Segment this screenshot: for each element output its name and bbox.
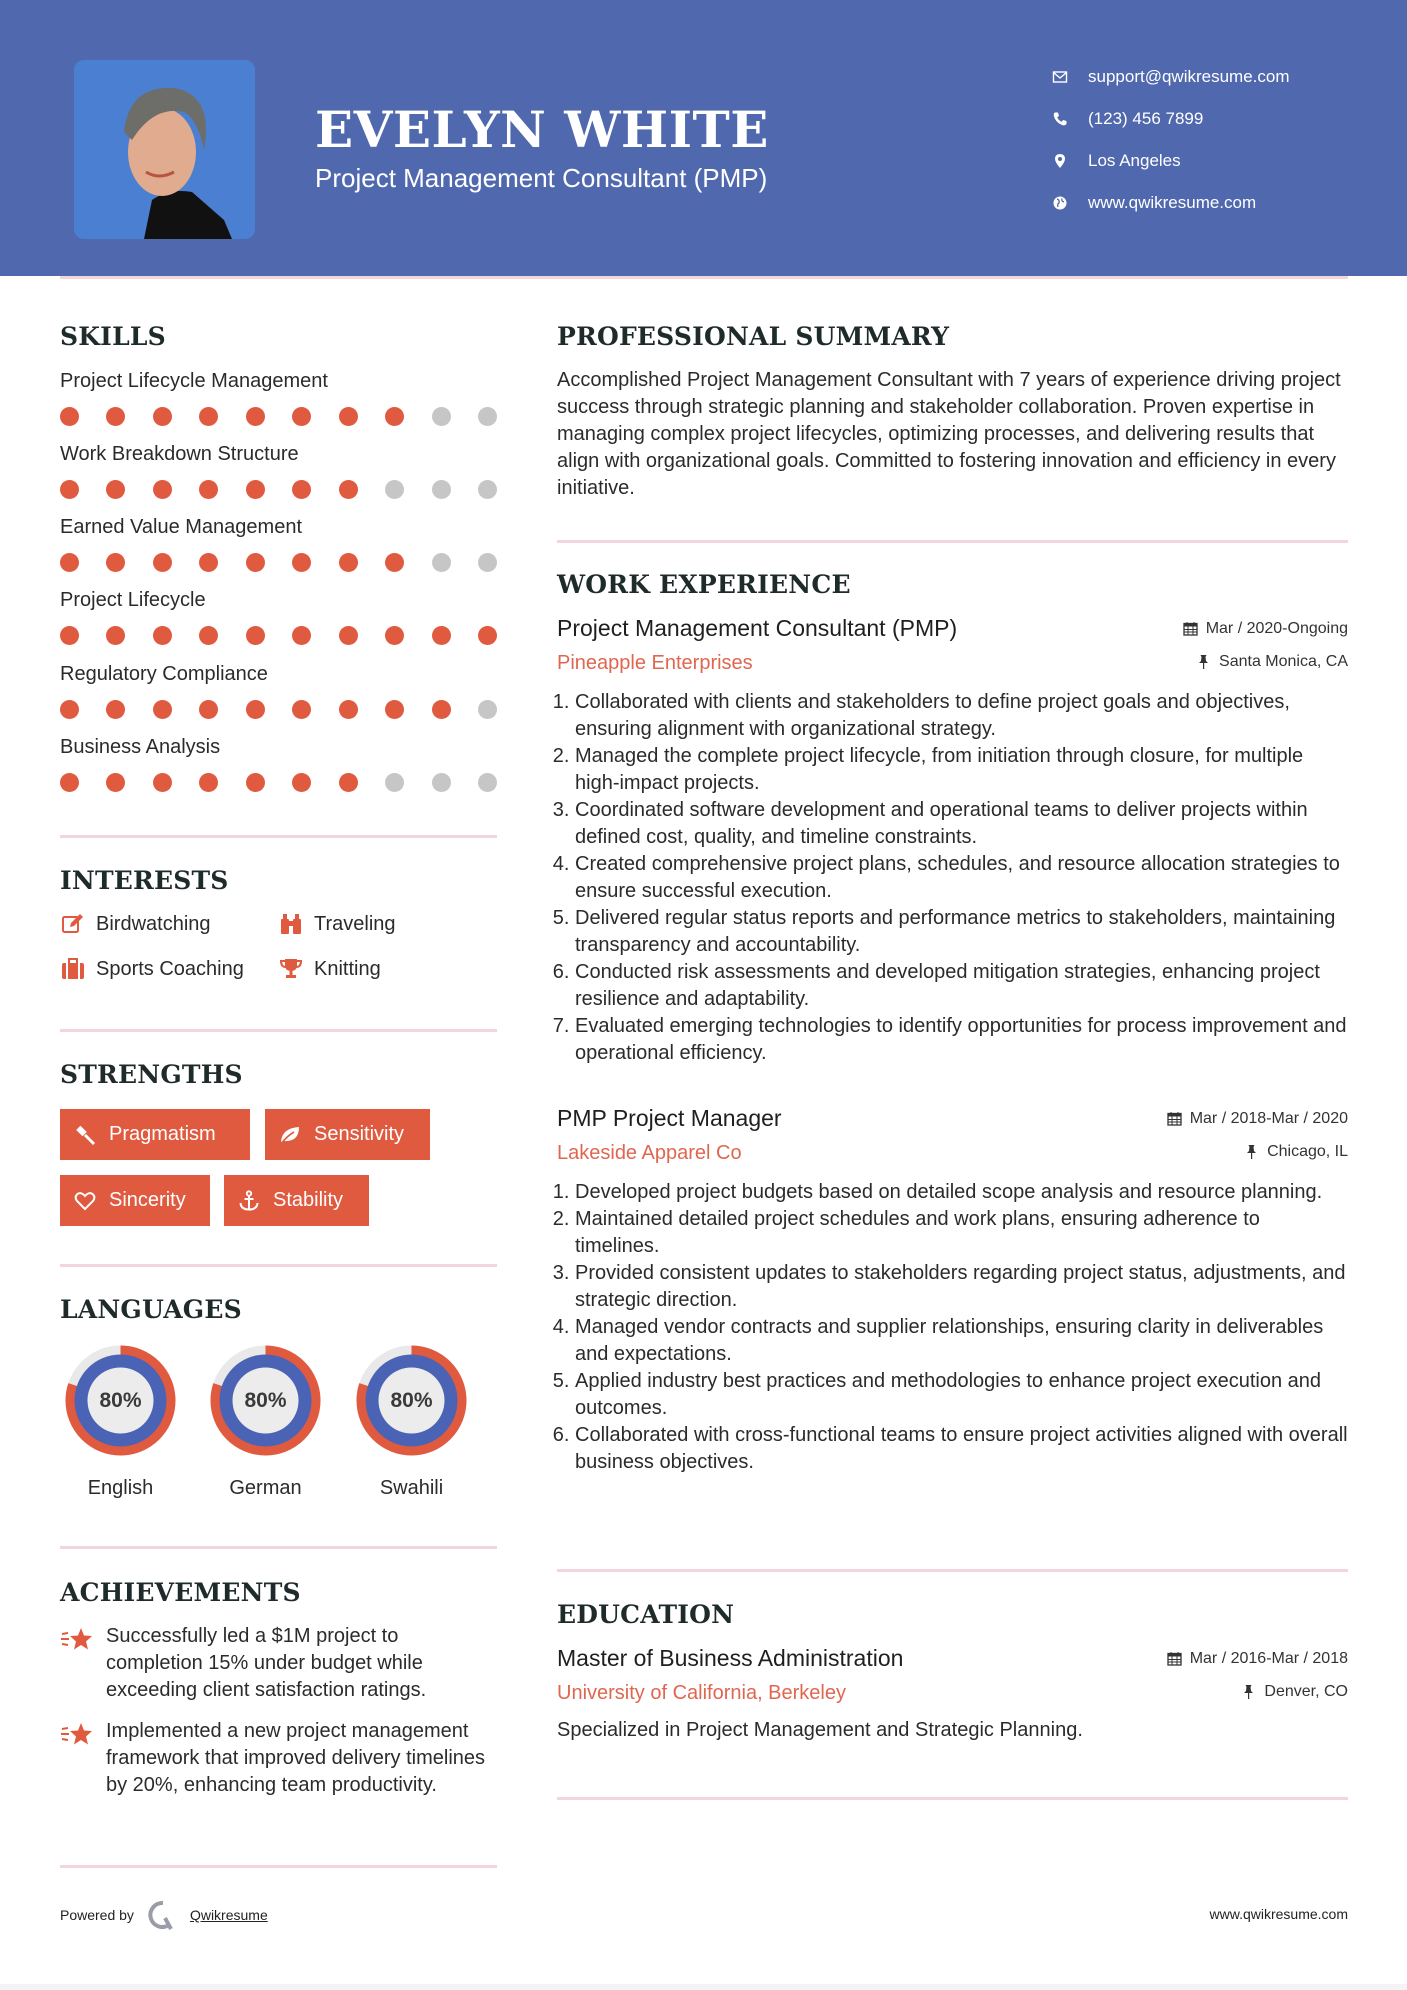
summary-text: Accomplished Project Management Consultant with 7 years of experience driving project success through strategic planning and stakeholder collaboration. Proven expertise in managing complex project lifecycles, optimizing processes, and delivering results that align with organizational goals. Committed to fostering innovation and efficiency in every initiative. bbox=[557, 369, 1341, 499]
education-location-text: Denver, CO bbox=[1264, 1682, 1348, 1700]
rating-dot-empty bbox=[478, 480, 497, 499]
leaf-icon bbox=[278, 1123, 302, 1147]
contact-location bbox=[1050, 140, 1290, 182]
contact-list bbox=[1050, 56, 1290, 224]
rating-dot-empty bbox=[385, 480, 404, 499]
job-location-text: Chicago, IL bbox=[1267, 1142, 1348, 1160]
rating-dot-empty bbox=[432, 773, 451, 792]
page-bottom-edge bbox=[0, 1984, 1407, 1990]
interests-heading: INTERESTS bbox=[60, 866, 229, 895]
language-name: German bbox=[229, 1477, 302, 1499]
education-entry bbox=[557, 1645, 1348, 1744]
section-divider bbox=[60, 835, 497, 838]
rating-dot-filled bbox=[199, 773, 218, 792]
contact-email-text: support@qwikresume.com bbox=[1088, 67, 1290, 86]
achievement-text: Implemented a new project management framework that improved delivery timelines by 20%, enhancing team productivity. bbox=[106, 1720, 486, 1796]
pushpin-icon bbox=[1244, 1144, 1259, 1159]
rating-dot-empty bbox=[432, 480, 451, 499]
rating-dot-filled bbox=[339, 553, 358, 572]
education-dates bbox=[1167, 1650, 1348, 1668]
rating-dot-empty bbox=[478, 700, 497, 719]
job-bullet: 2. Managed the complete project lifecycle, from initiation through closure, for multiple high-impact projects. bbox=[575, 743, 1348, 797]
rating-dot-filled bbox=[292, 773, 311, 792]
rating-dot-empty bbox=[432, 553, 451, 572]
rating-dot-empty bbox=[478, 553, 497, 572]
rating-dot-filled bbox=[385, 553, 404, 572]
section-divider bbox=[60, 1029, 497, 1032]
rating-dot-filled bbox=[246, 626, 265, 645]
rating-dot-filled bbox=[246, 480, 265, 499]
skill-item bbox=[60, 736, 497, 792]
rating-dot-filled bbox=[246, 553, 265, 572]
rating-dot-filled bbox=[246, 407, 265, 426]
rating-dot-filled bbox=[292, 626, 311, 645]
rating-dot-filled bbox=[106, 553, 125, 572]
contact-phone-text: (123) 456 7899 bbox=[1088, 109, 1204, 128]
rating-dot-filled bbox=[199, 407, 218, 426]
footer-website[interactable]: www.qwikresume.com bbox=[1209, 1906, 1348, 1922]
skill-item bbox=[60, 589, 497, 645]
strength-badge bbox=[60, 1175, 210, 1226]
rating-dot-filled bbox=[339, 700, 358, 719]
contact-location-text: Los Angeles bbox=[1088, 151, 1181, 170]
job-dates-text: Mar / 2018-Mar / 2020 bbox=[1189, 1109, 1348, 1127]
rating-dot-filled bbox=[153, 480, 172, 499]
qwikresume-logo-icon bbox=[148, 1900, 178, 1930]
footer-powered-by bbox=[60, 1900, 268, 1930]
skill-name: Earned Value Management bbox=[60, 516, 303, 538]
language-progress-ring bbox=[205, 1340, 326, 1461]
star-icon bbox=[60, 1720, 94, 1750]
section-divider bbox=[557, 540, 1348, 543]
interest-item bbox=[60, 912, 211, 936]
portrait-image bbox=[74, 60, 255, 239]
rating-dot-filled bbox=[199, 480, 218, 499]
job-dates bbox=[1167, 1110, 1348, 1128]
contact-website-text: www.qwikresume.com bbox=[1088, 193, 1257, 212]
job-location bbox=[1196, 653, 1348, 671]
language-percent: 80% bbox=[390, 1389, 433, 1412]
contact-phone[interactable] bbox=[1050, 98, 1290, 140]
strengths-heading: STRENGTHS bbox=[60, 1060, 243, 1089]
skill-item bbox=[60, 443, 497, 499]
rating-dot-filled bbox=[106, 626, 125, 645]
job-location-text: Santa Monica, CA bbox=[1219, 652, 1348, 670]
envelope-icon bbox=[1050, 67, 1070, 87]
globe-icon bbox=[1050, 193, 1070, 213]
strength-label: Sensitivity bbox=[314, 1123, 405, 1145]
skill-name: Work Breakdown Structure bbox=[60, 443, 299, 465]
header-divider bbox=[60, 276, 1348, 279]
language-progress-ring bbox=[351, 1340, 472, 1461]
interest-item bbox=[278, 912, 396, 936]
skill-rating bbox=[60, 480, 497, 499]
school-name: University of California, Berkeley bbox=[557, 1682, 846, 1704]
achievement-item bbox=[60, 1718, 497, 1799]
rating-dot-filled bbox=[60, 773, 79, 792]
skill-rating bbox=[60, 700, 497, 719]
strength-badge bbox=[224, 1175, 369, 1226]
rating-dot-filled bbox=[478, 626, 497, 645]
language-item bbox=[60, 1340, 181, 1500]
job-bullets bbox=[557, 689, 1348, 1067]
strength-label: Stability bbox=[273, 1189, 344, 1211]
rating-dot-filled bbox=[339, 773, 358, 792]
achievement-text: Successfully led a $1M project to completion 15% under budget while exceeding client satisfaction ratings. bbox=[106, 1625, 427, 1701]
job-bullet: 1. Collaborated with clients and stakeholders to define project goals and objectives, ensuring alignment with organizational strategy. bbox=[575, 689, 1348, 743]
contact-email[interactable] bbox=[1050, 56, 1290, 98]
resume-header bbox=[0, 0, 1407, 276]
rating-dot-filled bbox=[339, 407, 358, 426]
strength-badge bbox=[60, 1109, 250, 1160]
job-bullet: 3. Provided consistent updates to stakeholders regarding project status, adjustments, and strategic direction. bbox=[575, 1260, 1348, 1314]
rating-dot-empty bbox=[385, 773, 404, 792]
rating-dot-filled bbox=[106, 407, 125, 426]
pushpin-icon bbox=[1241, 1684, 1256, 1699]
phone-icon bbox=[1050, 109, 1070, 129]
rating-dot-filled bbox=[153, 553, 172, 572]
skill-rating bbox=[60, 773, 497, 792]
rating-dot-filled bbox=[432, 626, 451, 645]
rating-dot-filled bbox=[153, 407, 172, 426]
education-description: Specialized in Project Management and Strategic Planning. bbox=[557, 1719, 1083, 1741]
rating-dot-filled bbox=[199, 700, 218, 719]
binoculars-icon bbox=[278, 912, 304, 936]
job-title: PMP Project Manager bbox=[557, 1105, 782, 1131]
rating-dot-filled bbox=[292, 700, 311, 719]
rating-dot-filled bbox=[106, 773, 125, 792]
map-marker-icon bbox=[1050, 151, 1070, 171]
rating-dot-filled bbox=[292, 553, 311, 572]
rating-dot-filled bbox=[60, 626, 79, 645]
trophy-icon bbox=[278, 957, 304, 981]
anchor-icon bbox=[237, 1189, 261, 1213]
rating-dot-filled bbox=[153, 626, 172, 645]
rating-dot-filled bbox=[199, 553, 218, 572]
rating-dot-filled bbox=[339, 626, 358, 645]
language-progress-ring bbox=[60, 1340, 181, 1461]
strength-label: Sincerity bbox=[109, 1189, 186, 1211]
language-name: English bbox=[87, 1477, 154, 1499]
job-bullet: 5. Delivered regular status reports and performance metrics to stakeholders, maintaining transparency and accountability. bbox=[575, 905, 1348, 959]
rating-dot-filled bbox=[339, 480, 358, 499]
rating-dot-filled bbox=[60, 553, 79, 572]
rating-dot-filled bbox=[292, 480, 311, 499]
rating-dot-filled bbox=[199, 626, 218, 645]
job-bullet: 4. Managed vendor contracts and supplier relationships, ensuring clarity in deliverables and expectations. bbox=[575, 1314, 1348, 1368]
rating-dot-filled bbox=[246, 773, 265, 792]
company-name: Pineapple Enterprises bbox=[557, 652, 753, 674]
rating-dot-filled bbox=[153, 773, 172, 792]
language-item bbox=[351, 1340, 472, 1500]
job-bullet: 6. Conducted risk assessments and developed mitigation strategies, enhancing project resilience and adaptability. bbox=[575, 959, 1348, 1013]
summary-heading: PROFESSIONAL SUMMARY bbox=[557, 322, 950, 351]
language-name: Swahili bbox=[379, 1477, 444, 1499]
interest-label: Knitting bbox=[314, 957, 381, 980]
heart-icon bbox=[73, 1189, 97, 1213]
job-bullet: 7. Evaluated emerging technologies to identify opportunities for process improvement and operational efficiency. bbox=[575, 1013, 1348, 1067]
powered-by-label: Powered by bbox=[60, 1907, 134, 1923]
job-title: Project Management Consultant (PMP) bbox=[557, 615, 958, 641]
rating-dot-filled bbox=[292, 407, 311, 426]
calendar-icon bbox=[1183, 621, 1198, 636]
rating-dot-filled bbox=[153, 700, 172, 719]
rating-dot-filled bbox=[106, 700, 125, 719]
star-icon bbox=[60, 1625, 94, 1655]
education-dates-text: Mar / 2016-Mar / 2018 bbox=[1189, 1649, 1348, 1667]
job-bullet: 2. Maintained detailed project schedules and work plans, ensuring adherence to timelines. bbox=[575, 1206, 1348, 1260]
skill-name: Regulatory Compliance bbox=[60, 663, 268, 685]
rating-dot-filled bbox=[385, 407, 404, 426]
languages-heading: LANGUAGES bbox=[60, 1295, 242, 1324]
suitcase-icon bbox=[60, 957, 86, 981]
qwikresume-link[interactable]: Qwikresume bbox=[189, 1907, 268, 1923]
rating-dot-filled bbox=[246, 700, 265, 719]
job-location bbox=[1244, 1143, 1348, 1161]
job-dates bbox=[1183, 620, 1348, 638]
achievement-item bbox=[60, 1623, 497, 1704]
job-entry bbox=[557, 615, 1348, 1067]
language-percent: 80% bbox=[244, 1389, 287, 1412]
rating-dot-filled bbox=[60, 480, 79, 499]
calendar-icon bbox=[1167, 1111, 1182, 1126]
company-name: Lakeside Apparel Co bbox=[557, 1142, 742, 1164]
achievements-heading: ACHIEVEMENTS bbox=[60, 1578, 301, 1607]
calendar-icon bbox=[1167, 1651, 1182, 1666]
rating-dot-filled bbox=[385, 626, 404, 645]
job-bullets bbox=[557, 1179, 1348, 1476]
skill-rating bbox=[60, 407, 497, 426]
skill-rating bbox=[60, 553, 497, 572]
interest-label: Traveling bbox=[314, 912, 396, 935]
skills-heading: SKILLS bbox=[60, 322, 166, 351]
rating-dot-filled bbox=[432, 700, 451, 719]
strength-label: Pragmatism bbox=[109, 1123, 216, 1145]
education-heading: EDUCATION bbox=[557, 1600, 735, 1629]
experience-heading: WORK EXPERIENCE bbox=[557, 570, 851, 599]
section-divider bbox=[557, 1797, 1348, 1800]
interest-item bbox=[278, 957, 381, 981]
skill-item bbox=[60, 516, 497, 572]
rating-dot-filled bbox=[385, 700, 404, 719]
rating-dot-filled bbox=[106, 480, 125, 499]
strength-badge bbox=[265, 1109, 430, 1160]
rating-dot-empty bbox=[478, 407, 497, 426]
rating-dot-empty bbox=[478, 773, 497, 792]
skill-name: Project Lifecycle Management bbox=[60, 370, 328, 392]
language-percent: 80% bbox=[99, 1389, 142, 1412]
job-bullet: 5. Applied industry best practices and methodologies to enhance project execution and outcomes. bbox=[575, 1368, 1348, 1422]
edit-icon bbox=[60, 912, 86, 936]
rating-dot-empty bbox=[432, 407, 451, 426]
section-divider bbox=[60, 1865, 497, 1868]
skill-name: Project Lifecycle bbox=[60, 589, 206, 611]
job-bullet: 4. Created comprehensive project plans, schedules, and resource allocation strategies to ensure successful execution. bbox=[575, 851, 1348, 905]
job-entry bbox=[557, 1105, 1348, 1476]
rating-dot-filled bbox=[60, 407, 79, 426]
job-bullet: 3. Coordinated software development and operational teams to deliver projects within defined cost, quality, and timeline constraints. bbox=[575, 797, 1348, 851]
job-bullet: 6. Collaborated with cross-functional teams to ensure project activities aligned with overall business objectives. bbox=[575, 1422, 1348, 1476]
pushpin-icon bbox=[1196, 654, 1211, 669]
job-bullet: 1. Developed project budgets based on detailed scope analysis and resource planning. bbox=[575, 1179, 1348, 1206]
interest-item bbox=[60, 957, 244, 981]
skill-item bbox=[60, 663, 497, 719]
section-divider bbox=[60, 1264, 497, 1267]
profile-photo bbox=[74, 60, 255, 239]
candidate-name: EVELYN WHITE bbox=[315, 100, 769, 159]
interest-label: Sports Coaching bbox=[96, 957, 244, 980]
skill-rating bbox=[60, 626, 497, 645]
section-divider bbox=[557, 1569, 1348, 1572]
contact-website[interactable] bbox=[1050, 182, 1290, 224]
education-location bbox=[1241, 1683, 1348, 1701]
interest-label: Birdwatching bbox=[96, 912, 211, 935]
rating-dot-filled bbox=[60, 700, 79, 719]
language-item bbox=[205, 1340, 326, 1500]
gavel-icon bbox=[73, 1123, 97, 1147]
job-dates-text: Mar / 2020-Ongoing bbox=[1205, 619, 1348, 637]
section-divider bbox=[60, 1546, 497, 1549]
skill-item bbox=[60, 370, 497, 426]
degree-title: Master of Business Administration bbox=[557, 1645, 904, 1671]
skill-name: Business Analysis bbox=[60, 736, 221, 758]
candidate-title: Project Management Consultant (PMP) bbox=[315, 163, 768, 193]
